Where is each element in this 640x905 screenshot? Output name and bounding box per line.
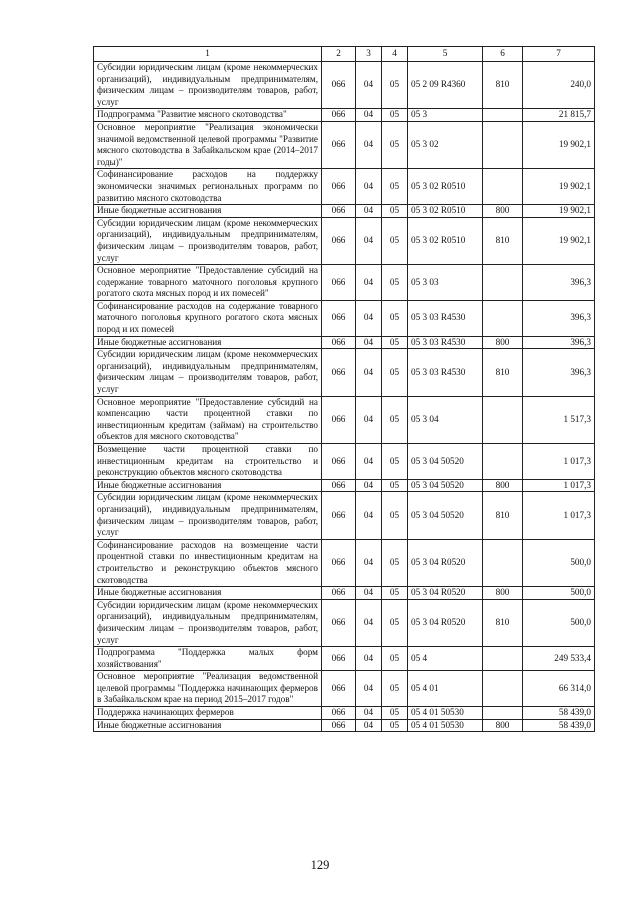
grbs-code-cell: 066 xyxy=(322,217,356,264)
subsection-code-cell: 05 xyxy=(382,719,408,732)
target-article-cell: 05 3 03 R4530 xyxy=(408,336,483,349)
amount-cell: 1 517,3 xyxy=(523,396,595,443)
grbs-code-cell: 066 xyxy=(322,349,356,396)
subsection-code-cell: 05 xyxy=(382,349,408,396)
expense-type-cell xyxy=(483,109,523,122)
subsection-code-cell: 05 xyxy=(382,396,408,443)
header-cell: 6 xyxy=(483,47,523,62)
subsection-code-cell: 05 xyxy=(382,217,408,264)
row-name-cell: Иные бюджетные ассигнования xyxy=(94,479,322,492)
row-name-cell: Основное мероприятие "Реализация ведомственной целевой программы "Поддержка начинающих фермеров в Забайкальском крае на период 2015–2017 годов" xyxy=(94,671,322,707)
section-code-cell: 04 xyxy=(356,121,382,168)
subsection-code-cell: 05 xyxy=(382,444,408,480)
amount-cell: 396,3 xyxy=(523,300,595,336)
subsection-code-cell: 05 xyxy=(382,707,408,720)
subsection-code-cell: 05 xyxy=(382,599,408,646)
header-cell: 3 xyxy=(356,47,382,62)
subsection-code-cell: 05 xyxy=(382,587,408,600)
expense-type-cell: 810 xyxy=(483,62,523,109)
expense-type-cell: 810 xyxy=(483,492,523,539)
target-article-cell: 05 3 04 R0520 xyxy=(408,539,483,586)
section-code-cell: 04 xyxy=(356,539,382,586)
grbs-code-cell: 066 xyxy=(322,121,356,168)
target-article-cell: 05 4 xyxy=(408,647,483,671)
table-row xyxy=(94,599,595,646)
expense-type-cell xyxy=(483,671,523,707)
amount-cell: 1 017,3 xyxy=(523,479,595,492)
grbs-code-cell: 066 xyxy=(322,647,356,671)
expense-type-cell: 810 xyxy=(483,599,523,646)
table-row xyxy=(94,300,595,336)
row-name-cell: Софинансирование расходов на поддержку экономически значимых региональных программ по развитию мясного скотоводства xyxy=(94,169,322,205)
target-article-cell: 05 3 04 R0520 xyxy=(408,599,483,646)
header-cell: 2 xyxy=(322,47,356,62)
grbs-code-cell: 066 xyxy=(322,599,356,646)
expense-type-cell: 800 xyxy=(483,719,523,732)
table-row xyxy=(94,336,595,349)
grbs-code-cell: 066 xyxy=(322,205,356,218)
grbs-code-cell: 066 xyxy=(322,587,356,600)
grbs-code-cell: 066 xyxy=(322,62,356,109)
table-row xyxy=(94,444,595,480)
row-name-cell: Подпрограмма "Поддержка малых форм хозяйствования" xyxy=(94,647,322,671)
table-row xyxy=(94,217,595,264)
expense-type-cell xyxy=(483,444,523,480)
amount-cell: 240,0 xyxy=(523,62,595,109)
grbs-code-cell: 066 xyxy=(322,707,356,720)
expense-type-cell xyxy=(483,396,523,443)
header-cell: 4 xyxy=(382,47,408,62)
amount-cell: 19 902,1 xyxy=(523,121,595,168)
section-code-cell: 04 xyxy=(356,587,382,600)
target-article-cell: 05 4 01 50530 xyxy=(408,707,483,720)
target-article-cell: 05 3 04 50520 xyxy=(408,444,483,480)
amount-cell: 500,0 xyxy=(523,539,595,586)
subsection-code-cell: 05 xyxy=(382,539,408,586)
expense-type-cell: 800 xyxy=(483,479,523,492)
section-code-cell: 04 xyxy=(356,479,382,492)
subsection-code-cell: 05 xyxy=(382,265,408,301)
section-code-cell: 04 xyxy=(356,217,382,264)
section-code-cell: 04 xyxy=(356,647,382,671)
table-row xyxy=(94,396,595,443)
expense-type-cell: 800 xyxy=(483,205,523,218)
row-name-cell: Основное мероприятие "Предоставление субсидий на содержание товарного маточного поголовья крупного рогатого скота мясных пород и их помесей" xyxy=(94,265,322,301)
section-code-cell: 04 xyxy=(356,444,382,480)
subsection-code-cell: 05 xyxy=(382,62,408,109)
amount-cell: 396,3 xyxy=(523,336,595,349)
expense-type-cell xyxy=(483,539,523,586)
table-row xyxy=(94,539,595,586)
subsection-code-cell: 05 xyxy=(382,479,408,492)
target-article-cell: 05 3 03 xyxy=(408,265,483,301)
grbs-code-cell: 066 xyxy=(322,479,356,492)
row-name-cell: Поддержка начинающих фермеров xyxy=(94,707,322,720)
amount-cell: 1 017,3 xyxy=(523,492,595,539)
target-article-cell: 05 3 02 R0510 xyxy=(408,205,483,218)
grbs-code-cell: 066 xyxy=(322,336,356,349)
subsection-code-cell: 05 xyxy=(382,169,408,205)
target-article-cell: 05 3 03 R4530 xyxy=(408,300,483,336)
table-row xyxy=(94,121,595,168)
target-article-cell: 05 3 04 50520 xyxy=(408,492,483,539)
grbs-code-cell: 066 xyxy=(322,109,356,122)
section-code-cell: 04 xyxy=(356,169,382,205)
target-article-cell: 05 4 01 xyxy=(408,671,483,707)
table-row xyxy=(94,719,595,732)
section-code-cell: 04 xyxy=(356,707,382,720)
target-article-cell: 05 3 03 R4530 xyxy=(408,349,483,396)
expense-type-cell: 810 xyxy=(483,217,523,264)
row-name-cell: Субсидии юридическим лицам (кроме некоммерческих организаций), индивидуальным предпринимателям, физическим лицам – производителям товаров, работ, услуг xyxy=(94,599,322,646)
row-name-cell: Субсидии юридическим лицам (кроме некоммерческих организаций), индивидуальным предпринимателям, физическим лицам – производителям товаров, работ, услуг xyxy=(94,492,322,539)
amount-cell: 19 902,1 xyxy=(523,169,595,205)
target-article-cell: 05 4 01 50530 xyxy=(408,719,483,732)
row-name-cell: Подпрограмма "Развитие мясного скотоводства" xyxy=(94,109,322,122)
section-code-cell: 04 xyxy=(356,62,382,109)
amount-cell: 58 439,0 xyxy=(523,719,595,732)
row-name-cell: Субсидии юридическим лицам (кроме некоммерческих организаций), индивидуальным предпринимателям, физическим лицам – производителям товаров, работ, услуг xyxy=(94,62,322,109)
row-name-cell: Иные бюджетные ассигнования xyxy=(94,719,322,732)
expense-type-cell xyxy=(483,169,523,205)
subsection-code-cell: 05 xyxy=(382,671,408,707)
subsection-code-cell: 05 xyxy=(382,205,408,218)
subsection-code-cell: 05 xyxy=(382,300,408,336)
section-code-cell: 04 xyxy=(356,671,382,707)
section-code-cell: 04 xyxy=(356,300,382,336)
expense-type-cell xyxy=(483,707,523,720)
section-code-cell: 04 xyxy=(356,265,382,301)
table-row xyxy=(94,265,595,301)
amount-cell: 500,0 xyxy=(523,587,595,600)
target-article-cell: 05 3 02 R0510 xyxy=(408,169,483,205)
table-row xyxy=(94,62,595,109)
amount-cell: 396,3 xyxy=(523,349,595,396)
section-code-cell: 04 xyxy=(356,396,382,443)
target-article-cell: 05 3 xyxy=(408,109,483,122)
subsection-code-cell: 05 xyxy=(382,336,408,349)
header-cell: 7 xyxy=(523,47,595,62)
amount-cell: 58 439,0 xyxy=(523,707,595,720)
table-row xyxy=(94,671,595,707)
table-row xyxy=(94,169,595,205)
target-article-cell: 05 3 04 50520 xyxy=(408,479,483,492)
amount-cell: 19 902,1 xyxy=(523,217,595,264)
section-code-cell: 04 xyxy=(356,109,382,122)
amount-cell: 21 815,7 xyxy=(523,109,595,122)
row-name-cell: Иные бюджетные ассигнования xyxy=(94,336,322,349)
expense-type-cell: 800 xyxy=(483,587,523,600)
grbs-code-cell: 066 xyxy=(322,719,356,732)
amount-cell: 66 314,0 xyxy=(523,671,595,707)
table-body xyxy=(94,47,595,732)
target-article-cell: 05 3 02 xyxy=(408,121,483,168)
amount-cell: 500,0 xyxy=(523,599,595,646)
expense-type-cell: 810 xyxy=(483,349,523,396)
row-name-cell: Софинансирование расходов на содержание товарного маточного поголовья крупного рогатого скота мясных пород и их помесей xyxy=(94,300,322,336)
subsection-code-cell: 05 xyxy=(382,647,408,671)
target-article-cell: 05 2 09 R4360 xyxy=(408,62,483,109)
grbs-code-cell: 066 xyxy=(322,396,356,443)
amount-cell: 249 533,4 xyxy=(523,647,595,671)
grbs-code-cell: 066 xyxy=(322,300,356,336)
page-number: 129 xyxy=(310,858,330,872)
section-code-cell: 04 xyxy=(356,349,382,396)
row-name-cell: Софинансирование расходов на возмещение части процентной ставки по инвестиционным кредитам на строительство и реконструкцию объектов мясного скотоводства xyxy=(94,539,322,586)
subsection-code-cell: 05 xyxy=(382,492,408,539)
target-article-cell: 05 3 04 xyxy=(408,396,483,443)
row-name-cell: Основное мероприятие "Предоставление субсидий на компенсацию части процентной ставки по инвестиционным кредитам (займам) на строительство объектов для мясного скотоводства" xyxy=(94,396,322,443)
table-row xyxy=(94,205,595,218)
subsection-code-cell: 05 xyxy=(382,109,408,122)
expense-type-cell: 800 xyxy=(483,336,523,349)
header-row xyxy=(94,47,595,62)
section-code-cell: 04 xyxy=(356,599,382,646)
table-row xyxy=(94,349,595,396)
grbs-code-cell: 066 xyxy=(322,169,356,205)
subsection-code-cell: 05 xyxy=(382,121,408,168)
table-row xyxy=(94,492,595,539)
target-article-cell: 05 3 04 R0520 xyxy=(408,587,483,600)
amount-cell: 1 017,3 xyxy=(523,444,595,480)
row-name-cell: Иные бюджетные ассигнования xyxy=(94,587,322,600)
table-row xyxy=(94,109,595,122)
grbs-code-cell: 066 xyxy=(322,265,356,301)
expense-type-cell xyxy=(483,121,523,168)
row-name-cell: Возмещение части процентной ставки по инвестиционным кредитам на строительство и реконструкцию объектов мясного скотоводства xyxy=(94,444,322,480)
grbs-code-cell: 066 xyxy=(322,671,356,707)
section-code-cell: 04 xyxy=(356,719,382,732)
expense-type-cell xyxy=(483,300,523,336)
table-row xyxy=(94,479,595,492)
grbs-code-cell: 066 xyxy=(322,492,356,539)
grbs-code-cell: 066 xyxy=(322,444,356,480)
row-name-cell: Субсидии юридическим лицам (кроме некоммерческих организаций), индивидуальным предпринимателям, физическим лицам – производителям товаров, работ, услуг xyxy=(94,349,322,396)
amount-cell: 19 902,1 xyxy=(523,205,595,218)
header-cell: 5 xyxy=(408,47,483,62)
header-cell: 1 xyxy=(94,47,322,62)
budget-table xyxy=(93,46,595,732)
row-name-cell: Основное мероприятие "Реализация экономически значимой ведомственной целевой программы "Развитие мясного скотоводства в Забайкальском крае (2014–2017 годы)" xyxy=(94,121,322,168)
expense-type-cell xyxy=(483,265,523,301)
target-article-cell: 05 3 02 R0510 xyxy=(408,217,483,264)
table-row xyxy=(94,647,595,671)
row-name-cell: Субсидии юридическим лицам (кроме некоммерческих организаций), индивидуальным предпринимателям, физическим лицам – производителям товаров, работ, услуг xyxy=(94,217,322,264)
expense-type-cell xyxy=(483,647,523,671)
section-code-cell: 04 xyxy=(356,205,382,218)
grbs-code-cell: 066 xyxy=(322,539,356,586)
section-code-cell: 04 xyxy=(356,336,382,349)
amount-cell: 396,3 xyxy=(523,265,595,301)
section-code-cell: 04 xyxy=(356,492,382,539)
row-name-cell: Иные бюджетные ассигнования xyxy=(94,205,322,218)
table-row xyxy=(94,707,595,720)
table-row xyxy=(94,587,595,600)
